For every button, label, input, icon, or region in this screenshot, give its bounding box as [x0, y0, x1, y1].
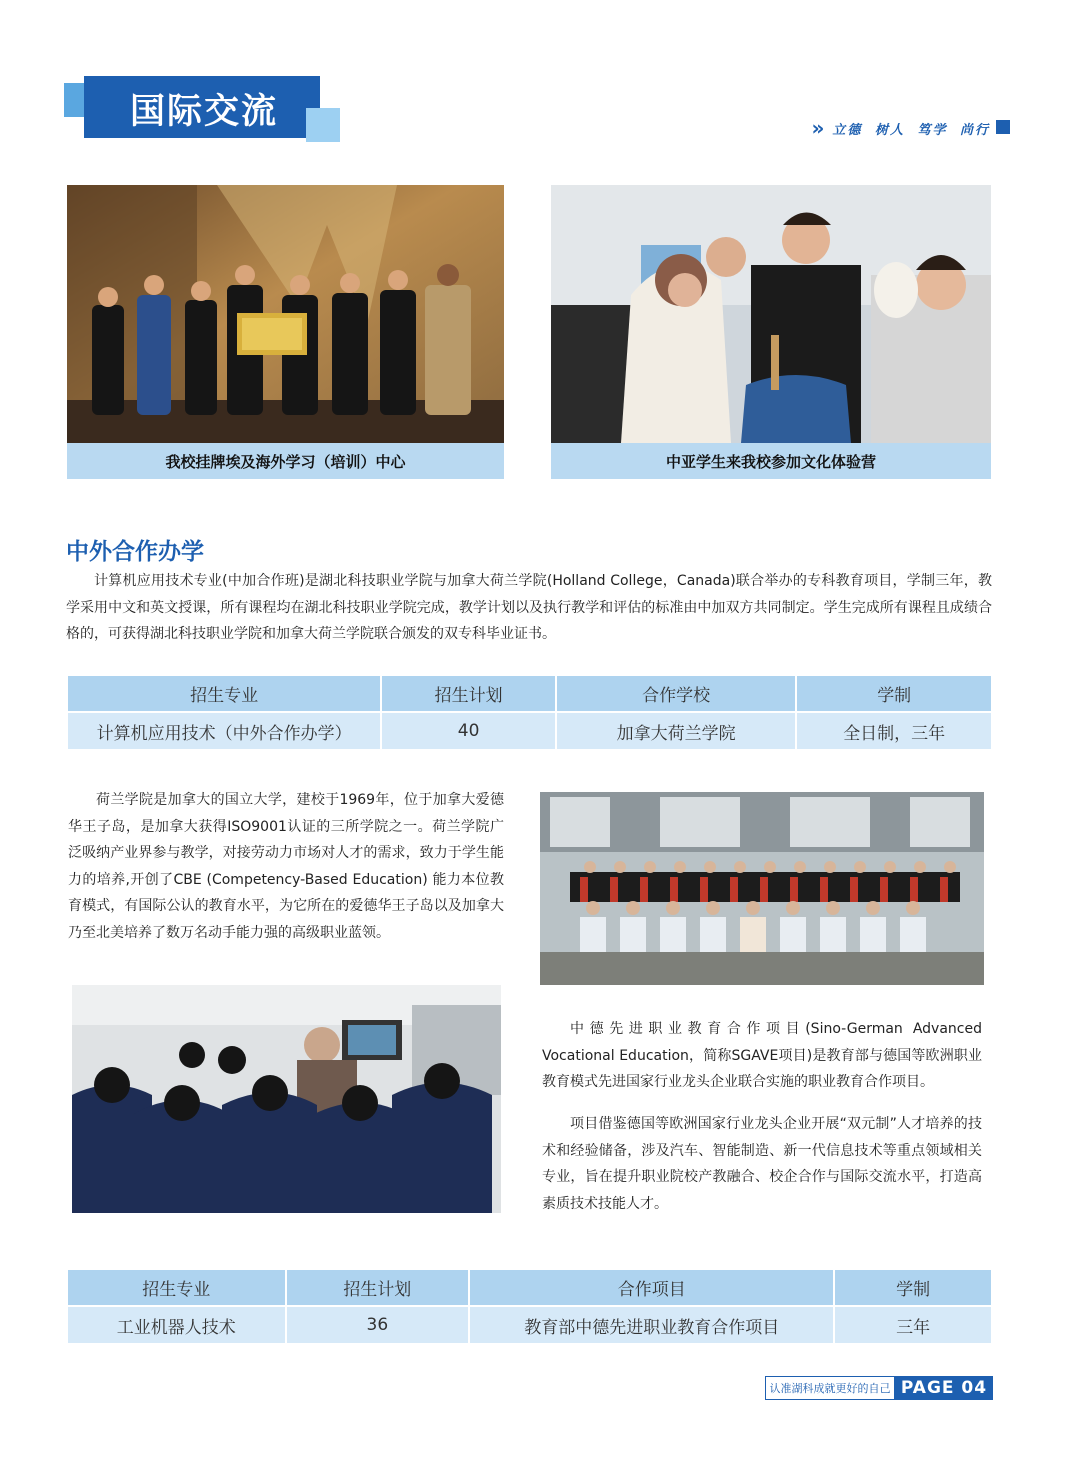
table-header-cell: 学制 — [834, 1269, 992, 1306]
motto-text: 立德 树人 笃学 尚行 — [832, 122, 990, 138]
photo-classroom-training — [72, 985, 501, 1213]
table-header-row — [67, 1269, 992, 1306]
enrollment-table-canada — [66, 674, 993, 751]
motto-square-mark — [996, 120, 1010, 134]
table-header-row — [67, 675, 992, 712]
enrollment-table-sgave — [66, 1268, 993, 1345]
table-cell: 40 — [381, 712, 556, 750]
table-header-cell: 合作项目 — [469, 1269, 834, 1306]
table-cell: 全日制，三年 — [796, 712, 992, 750]
sgave-intro-paragraph: 中德先进职业教育合作项目(Sino-German Advanced Vocational Education，简称SGAVE项目)是教育部与德国等欧洲职业教育模式先进国家行业龙头企业联合实施的职业教育合作项目。 — [542, 1021, 982, 1090]
table-header-cell: 合作学校 — [556, 675, 796, 712]
section-title: 中外合作办学 — [66, 539, 204, 565]
table-row — [67, 712, 992, 750]
table-cell: 教育部中德先进职业教育合作项目 — [469, 1306, 834, 1344]
table-header-cell: 学制 — [796, 675, 992, 712]
double-chevron-icon: » — [811, 116, 825, 140]
page-footer — [765, 1376, 993, 1400]
page-title: 国际交流 — [130, 92, 279, 132]
table-header-cell: 招生计划 — [381, 675, 556, 712]
page-number: PAGE 04 — [895, 1376, 993, 1400]
table-header-cell: 招生专业 — [67, 1269, 286, 1306]
table-cell: 加拿大荷兰学院 — [556, 712, 796, 750]
table-cell: 工业机器人技术 — [67, 1306, 286, 1344]
school-motto — [812, 118, 991, 138]
table-cell: 计算机应用技术（中外合作办学） — [67, 712, 381, 750]
photo-caption: 中亚学生来我校参加文化体验营 — [551, 443, 991, 479]
header-accent-square-light — [306, 108, 340, 142]
photo-culture-camp — [551, 185, 991, 443]
photo-caption: 我校挂牌埃及海外学习（培训）中心 — [67, 443, 504, 479]
table-header-cell: 招生专业 — [67, 675, 381, 712]
photo-plaque-ceremony — [67, 185, 504, 443]
program-intro-paragraph: 计算机应用技术专业(中加合作班)是湖北科技职业学院与加拿大荷兰学院(Holland College，Canada)联合举办的专科教育项目，学制三年，教学采用中文和英文授课，所有课程均在湖北科技职业学院完成，教学计划以及执行教学和评估的标准由中加双方共同制定。学生完成所有课程且成绩合格的，可获得湖北科技职业学院和加拿大荷兰学院联合颁发的双专科毕业证书。 — [66, 573, 992, 642]
sgave-detail-paragraph: 项目借鉴德国等欧洲国家行业龙头企业开展“双元制”人才培养的技术和经验储备，涉及汽车、智能制造、新一代信息技术等重点领域相关专业，旨在提升职业院校产教融合、校企合作与国际交流水平，打造高素质技术技能人才。 — [542, 1116, 982, 1212]
table-header-cell: 招生计划 — [286, 1269, 470, 1306]
holland-college-paragraph: 荷兰学院是加拿大的国立大学，建校于1969年，位于加拿大爱德华王子岛，是加拿大获得ISO9001认证的三所学院之一。荷兰学院广泛吸纳产业界参与教学，对接劳动力市场对人才的需求，致力于学生能力的培养,开创了CBE (Competency-Based Education) 能力本位教育模式，有国际公认的教育水平，为它所在的爱德华王子岛以及加拿大乃至北美培养了数万名动手能力强的高级职业蓝领。 — [68, 792, 504, 941]
table-row — [67, 1306, 992, 1344]
photo-group-graduates — [540, 792, 984, 985]
table-cell: 三年 — [834, 1306, 992, 1344]
footer-slogan: 认准湖科成就更好的自己 — [765, 1376, 895, 1400]
table-cell: 36 — [286, 1306, 470, 1344]
